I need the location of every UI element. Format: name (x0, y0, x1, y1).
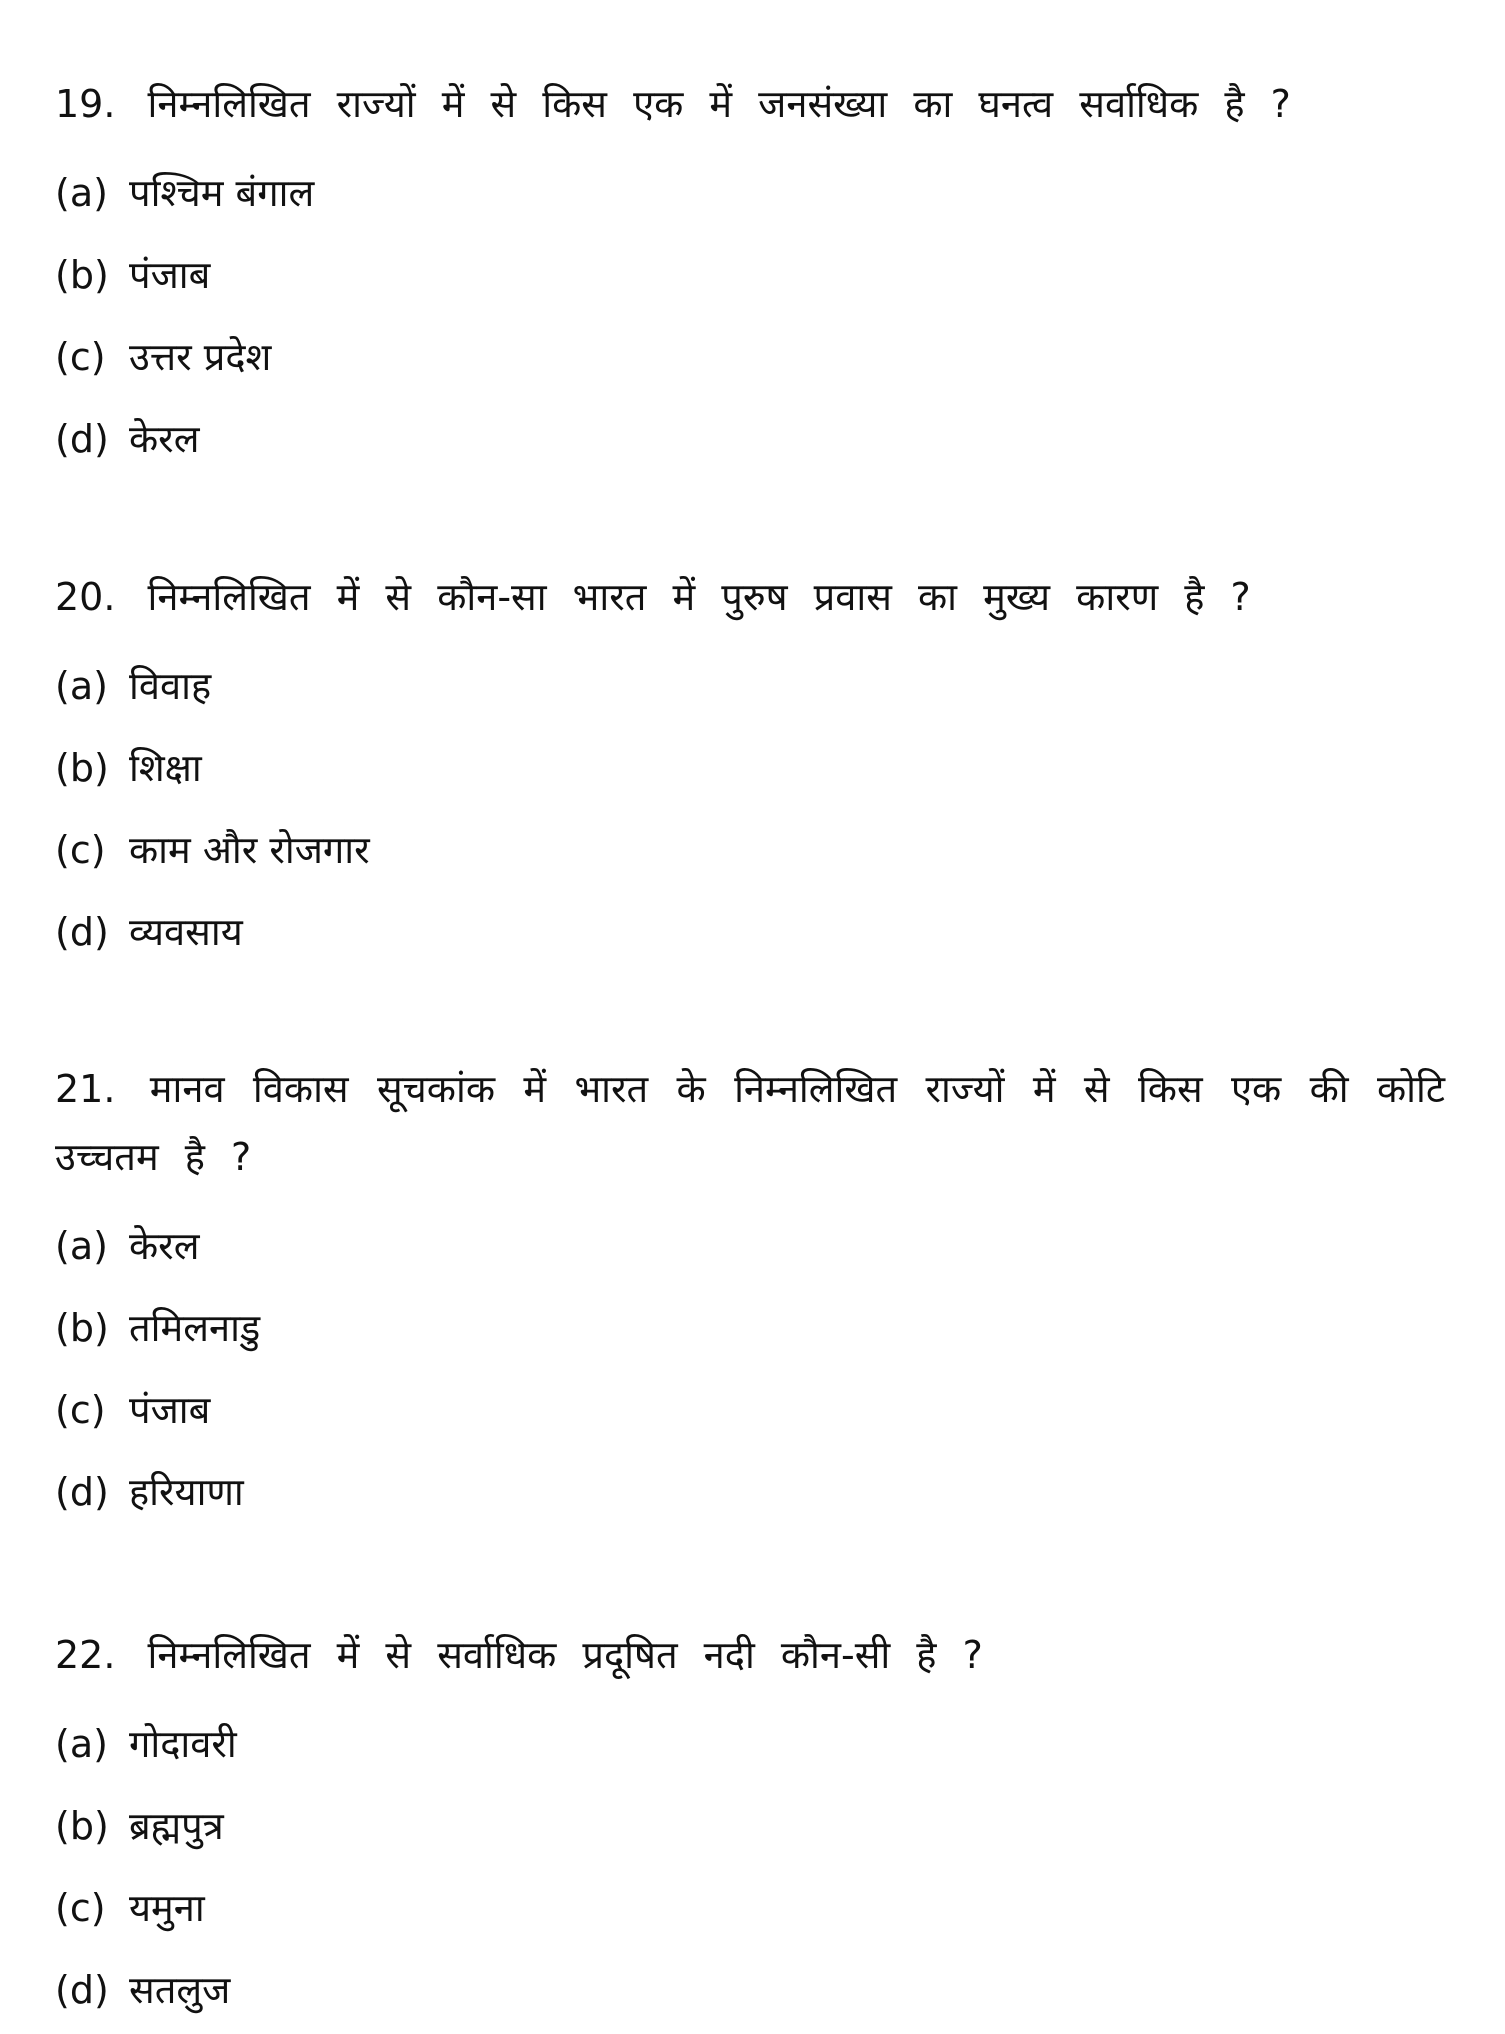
question-body: मानव विकास सूचकांक में भारत के निम्नलिखित राज्यों में से किस एक की कोटि उच्चतम है ? (55, 1067, 1445, 1179)
option-letter: (a) (55, 1722, 108, 1766)
option-list (55, 645, 1445, 973)
option-letter: (a) (55, 171, 108, 215)
option-letter: (d) (55, 910, 109, 954)
question-text (55, 1055, 1445, 1191)
option-c (55, 809, 1445, 891)
option-text: पंजाब (129, 253, 211, 297)
question-body: निम्नलिखित में से कौन-सा भारत में पुरुष प्रवास का मुख्य कारण है ? (147, 575, 1251, 619)
option-letter: (a) (55, 664, 108, 708)
question-number: 20. (55, 575, 116, 619)
option-list (55, 1703, 1445, 2031)
option-a (55, 1205, 1445, 1287)
question-body: निम्नलिखित राज्यों में से किस एक में जनसंख्या का घनत्व सर्वाधिक है ? (147, 82, 1291, 126)
option-c (55, 316, 1445, 398)
option-text: हरियाणा (129, 1470, 244, 1514)
question-number: 21. (55, 1067, 116, 1111)
question-number: 22. (55, 1633, 116, 1677)
option-b (55, 1785, 1445, 1867)
question-19 (55, 70, 1445, 480)
option-letter: (c) (55, 335, 106, 379)
option-letter: (d) (55, 417, 109, 461)
option-d (55, 398, 1445, 480)
option-d (55, 1949, 1445, 2031)
option-b (55, 727, 1445, 809)
option-letter: (d) (55, 1968, 109, 2012)
option-a (55, 152, 1445, 234)
option-text: विवाह (129, 664, 212, 708)
option-text: सतलुज (129, 1968, 231, 2012)
option-letter: (c) (55, 1388, 106, 1432)
question-text (55, 1621, 1445, 1689)
option-letter: (b) (55, 1804, 109, 1848)
option-text: केरल (129, 1224, 200, 1268)
option-c (55, 1867, 1445, 1949)
option-d (55, 1451, 1445, 1533)
question-text (55, 563, 1445, 631)
option-text: गोदावरी (129, 1722, 237, 1766)
question-text (55, 70, 1445, 138)
option-letter: (b) (55, 746, 109, 790)
option-letter: (b) (55, 1306, 109, 1350)
option-text: काम और रोजगार (129, 828, 370, 872)
option-a (55, 645, 1445, 727)
question-21 (55, 1055, 1445, 1533)
option-a (55, 1703, 1445, 1785)
question-20 (55, 563, 1445, 973)
option-text: यमुना (129, 1886, 205, 1930)
option-text: शिक्षा (129, 746, 202, 790)
option-list (55, 152, 1445, 480)
option-text: व्यवसाय (129, 910, 243, 954)
option-text: पश्चिम बंगाल (129, 171, 315, 215)
question-number: 19. (55, 82, 116, 126)
option-c (55, 1369, 1445, 1451)
option-b (55, 234, 1445, 316)
question-body: निम्नलिखित में से सर्वाधिक प्रदूषित नदी कौन-सी है ? (147, 1633, 983, 1677)
option-letter: (b) (55, 253, 109, 297)
option-text: पंजाब (129, 1388, 211, 1432)
option-text: ब्रह्मपुत्र (129, 1804, 224, 1848)
option-text: उत्तर प्रदेश (129, 335, 272, 379)
option-letter: (c) (55, 828, 106, 872)
option-b (55, 1287, 1445, 1369)
question-22 (55, 1621, 1445, 2031)
option-list (55, 1205, 1445, 1533)
option-letter: (d) (55, 1470, 109, 1514)
option-letter: (c) (55, 1886, 106, 1930)
option-text: केरल (129, 417, 200, 461)
option-text: तमिलनाडु (129, 1306, 261, 1350)
option-letter: (a) (55, 1224, 108, 1268)
option-d (55, 891, 1445, 973)
